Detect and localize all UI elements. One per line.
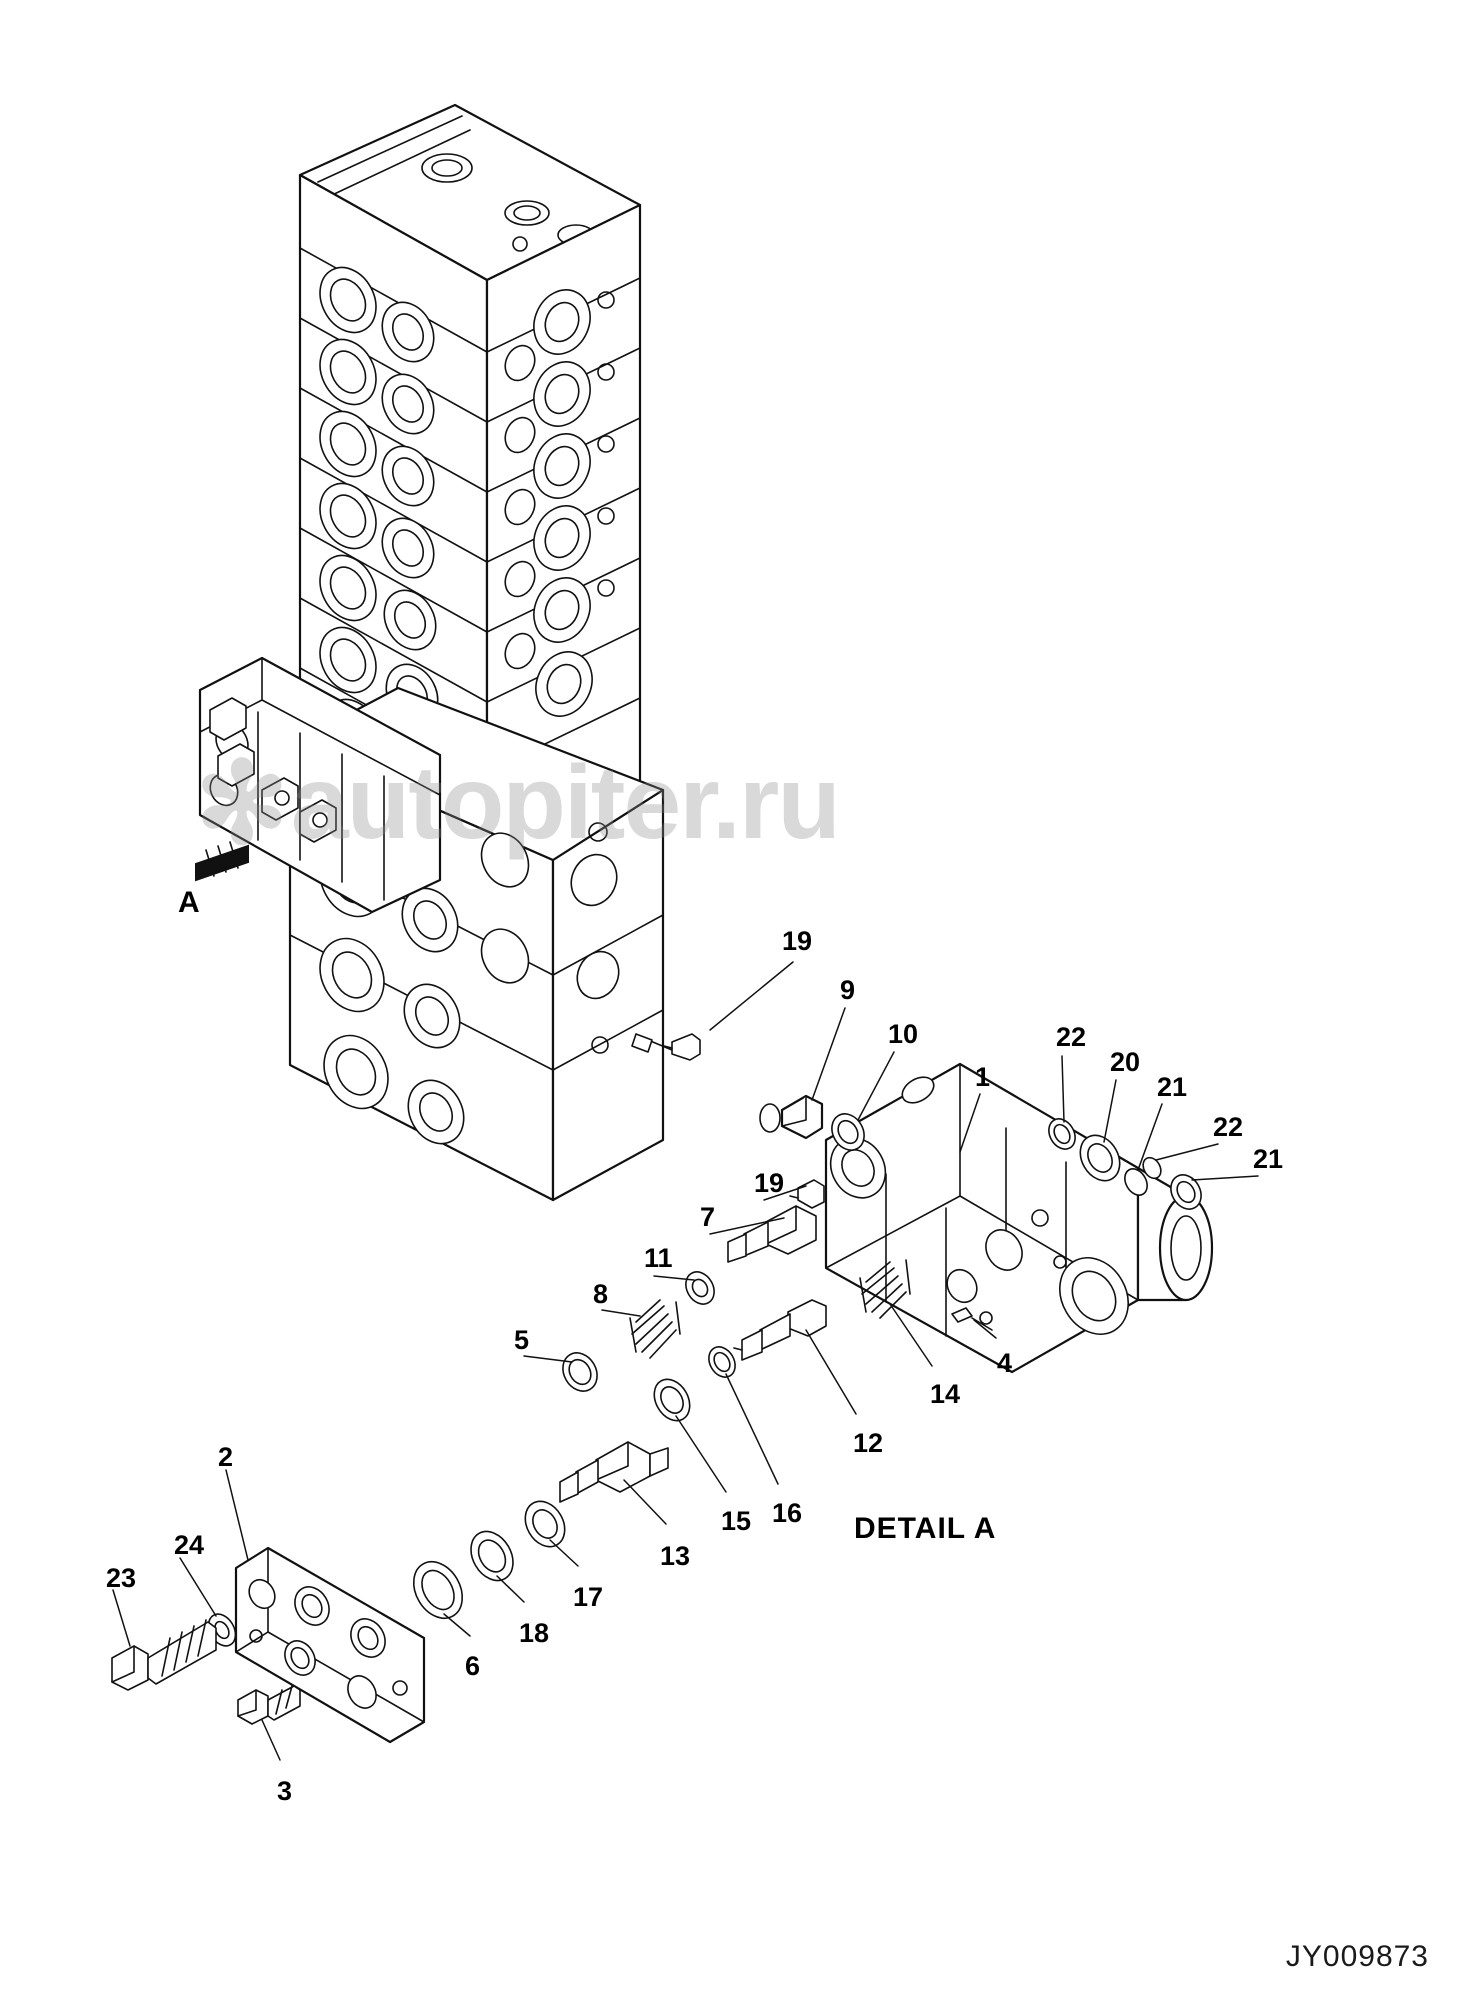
callout-15-18: 15 (721, 1506, 752, 1536)
section-letter-a: A (178, 886, 200, 919)
callout-23-23: 23 (106, 1563, 137, 1593)
callout-21-8: 21 (1253, 1144, 1284, 1174)
part-3-bolt (238, 1686, 300, 1724)
callout-24-21: 24 (174, 1530, 205, 1560)
part-23-bolt (112, 1620, 216, 1690)
callout-20-4: 20 (1110, 1047, 1141, 1077)
callout-1-5: 1 (975, 1062, 991, 1092)
watermark-logo: ✻ (195, 741, 287, 866)
callout-11-11: 11 (644, 1243, 673, 1273)
callout-2-19: 2 (218, 1442, 234, 1472)
part-1-valve-body (820, 1064, 1212, 1372)
callout-19-9: 19 (754, 1168, 785, 1198)
detail-a-label: DETAIL A (854, 1512, 997, 1545)
part-6-oring (404, 1553, 472, 1627)
callout-22-3: 22 (1056, 1022, 1087, 1052)
callout-18-24: 18 (519, 1618, 550, 1648)
callout-8-12: 8 (593, 1279, 609, 1309)
part-13-poppet (560, 1442, 668, 1502)
part-9-plug (760, 1096, 822, 1138)
callout-13-20: 13 (660, 1541, 691, 1571)
main-control-valve-assembly (196, 105, 663, 1200)
callout-14-15: 14 (930, 1379, 961, 1409)
part-8-spring (630, 1300, 680, 1358)
callout-12-16: 12 (853, 1428, 884, 1458)
part-12-cartridge (734, 1300, 826, 1360)
watermark-text: autopiter.ru (290, 745, 839, 861)
callout-6-25: 6 (465, 1651, 481, 1681)
callout-16-17: 16 (772, 1498, 803, 1528)
section-arrow-a (196, 842, 248, 880)
part-17-oring (517, 1494, 572, 1554)
callout-19-0: 19 (782, 926, 813, 956)
callout-21-6: 21 (1157, 1072, 1188, 1102)
callout-10-2: 10 (888, 1019, 919, 1049)
callout-17-22: 17 (573, 1582, 604, 1612)
detail-a-exploded-view (112, 962, 1258, 1760)
callout-5-13: 5 (514, 1325, 530, 1355)
callout-4-14: 4 (997, 1348, 1013, 1378)
callout-7-10: 7 (700, 1202, 716, 1232)
callout-22-7: 22 (1213, 1112, 1244, 1142)
part-18-oring (463, 1524, 522, 1588)
callout-3-26: 3 (277, 1776, 293, 1806)
part-5-oring (556, 1347, 604, 1398)
part-11-seat (680, 1267, 720, 1309)
drawing-number: JY009873 (1285, 1940, 1429, 1973)
part-15-oring (647, 1373, 697, 1427)
callout-9-1: 9 (840, 975, 856, 1005)
